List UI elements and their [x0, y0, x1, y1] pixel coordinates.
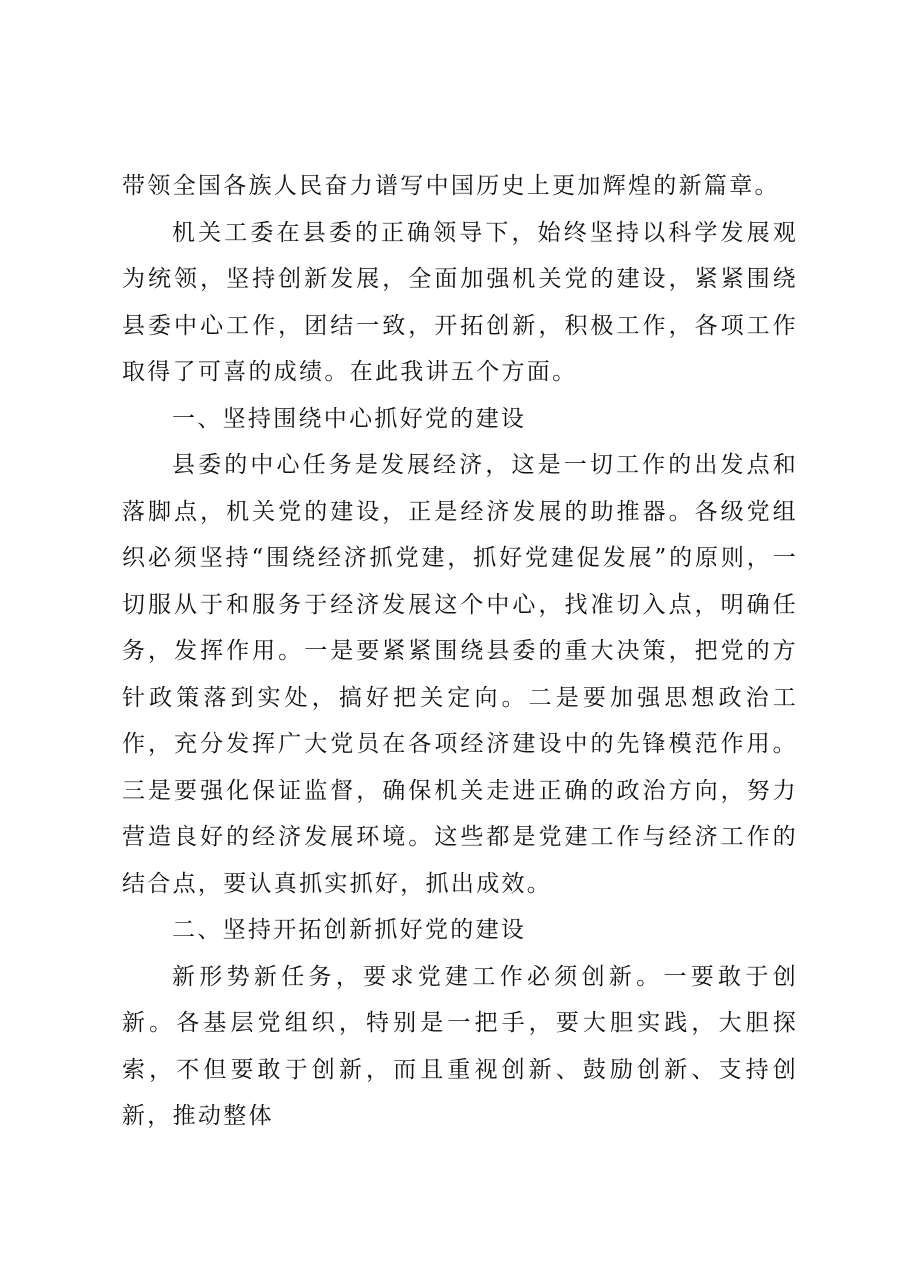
paragraph-intro: 机关工委在县委的正确领导下，始终坚持以科学发展观为统领，坚持创新发展，全面加强机关党的建设，紧紧围绕县委中心工作，团结一致，开拓创新，积极工作，各项工作取得了可喜的成绩。在此我讲五个方面。	[122, 219, 798, 385]
section-heading-1: 一、坚持围绕中心抓好党的建设	[172, 405, 527, 432]
document-body	[122, 163, 798, 1140]
paragraph-section-2: 新形势新任务，要求党建工作必须创新。一要敢于创新。各基层党组织，特别是一把手，要大胆实践，大胆探索，不但要敢于创新，而且重视创新、鼓励创新、支持创新，推动整体	[122, 963, 798, 1129]
paragraph-section-1: 县委的中心任务是发展经济，这是一切工作的出发点和落脚点，机关党的建设，正是经济发展的助推器。各级党组织必须坚持“围绕经济抓党建，抓好党建促发展”的原则，一切服从于和服务于经济发展这个中心，找准切入点，明确任务，发挥作用。一是要紧紧围绕县委的重大决策，把党的方针政策落到实处，搞好把关定向。二是要加强思想政治工作，充分发挥广大党员在各项经济建设中的先锋模范作用。三是要强化保证监督，确保机关走进正确的政治方向，努力营造良好的经济发展环境。这些都是党建工作与经济工作的结合点，要认真抓实抓好，抓出成效。	[122, 452, 798, 897]
paragraph-continuation: 带领全国各族人民奋力谱写中国历史上更加辉煌的新篇章。	[122, 173, 780, 199]
section-heading-2: 二、坚持开拓创新抓好党的建设	[172, 917, 527, 943]
